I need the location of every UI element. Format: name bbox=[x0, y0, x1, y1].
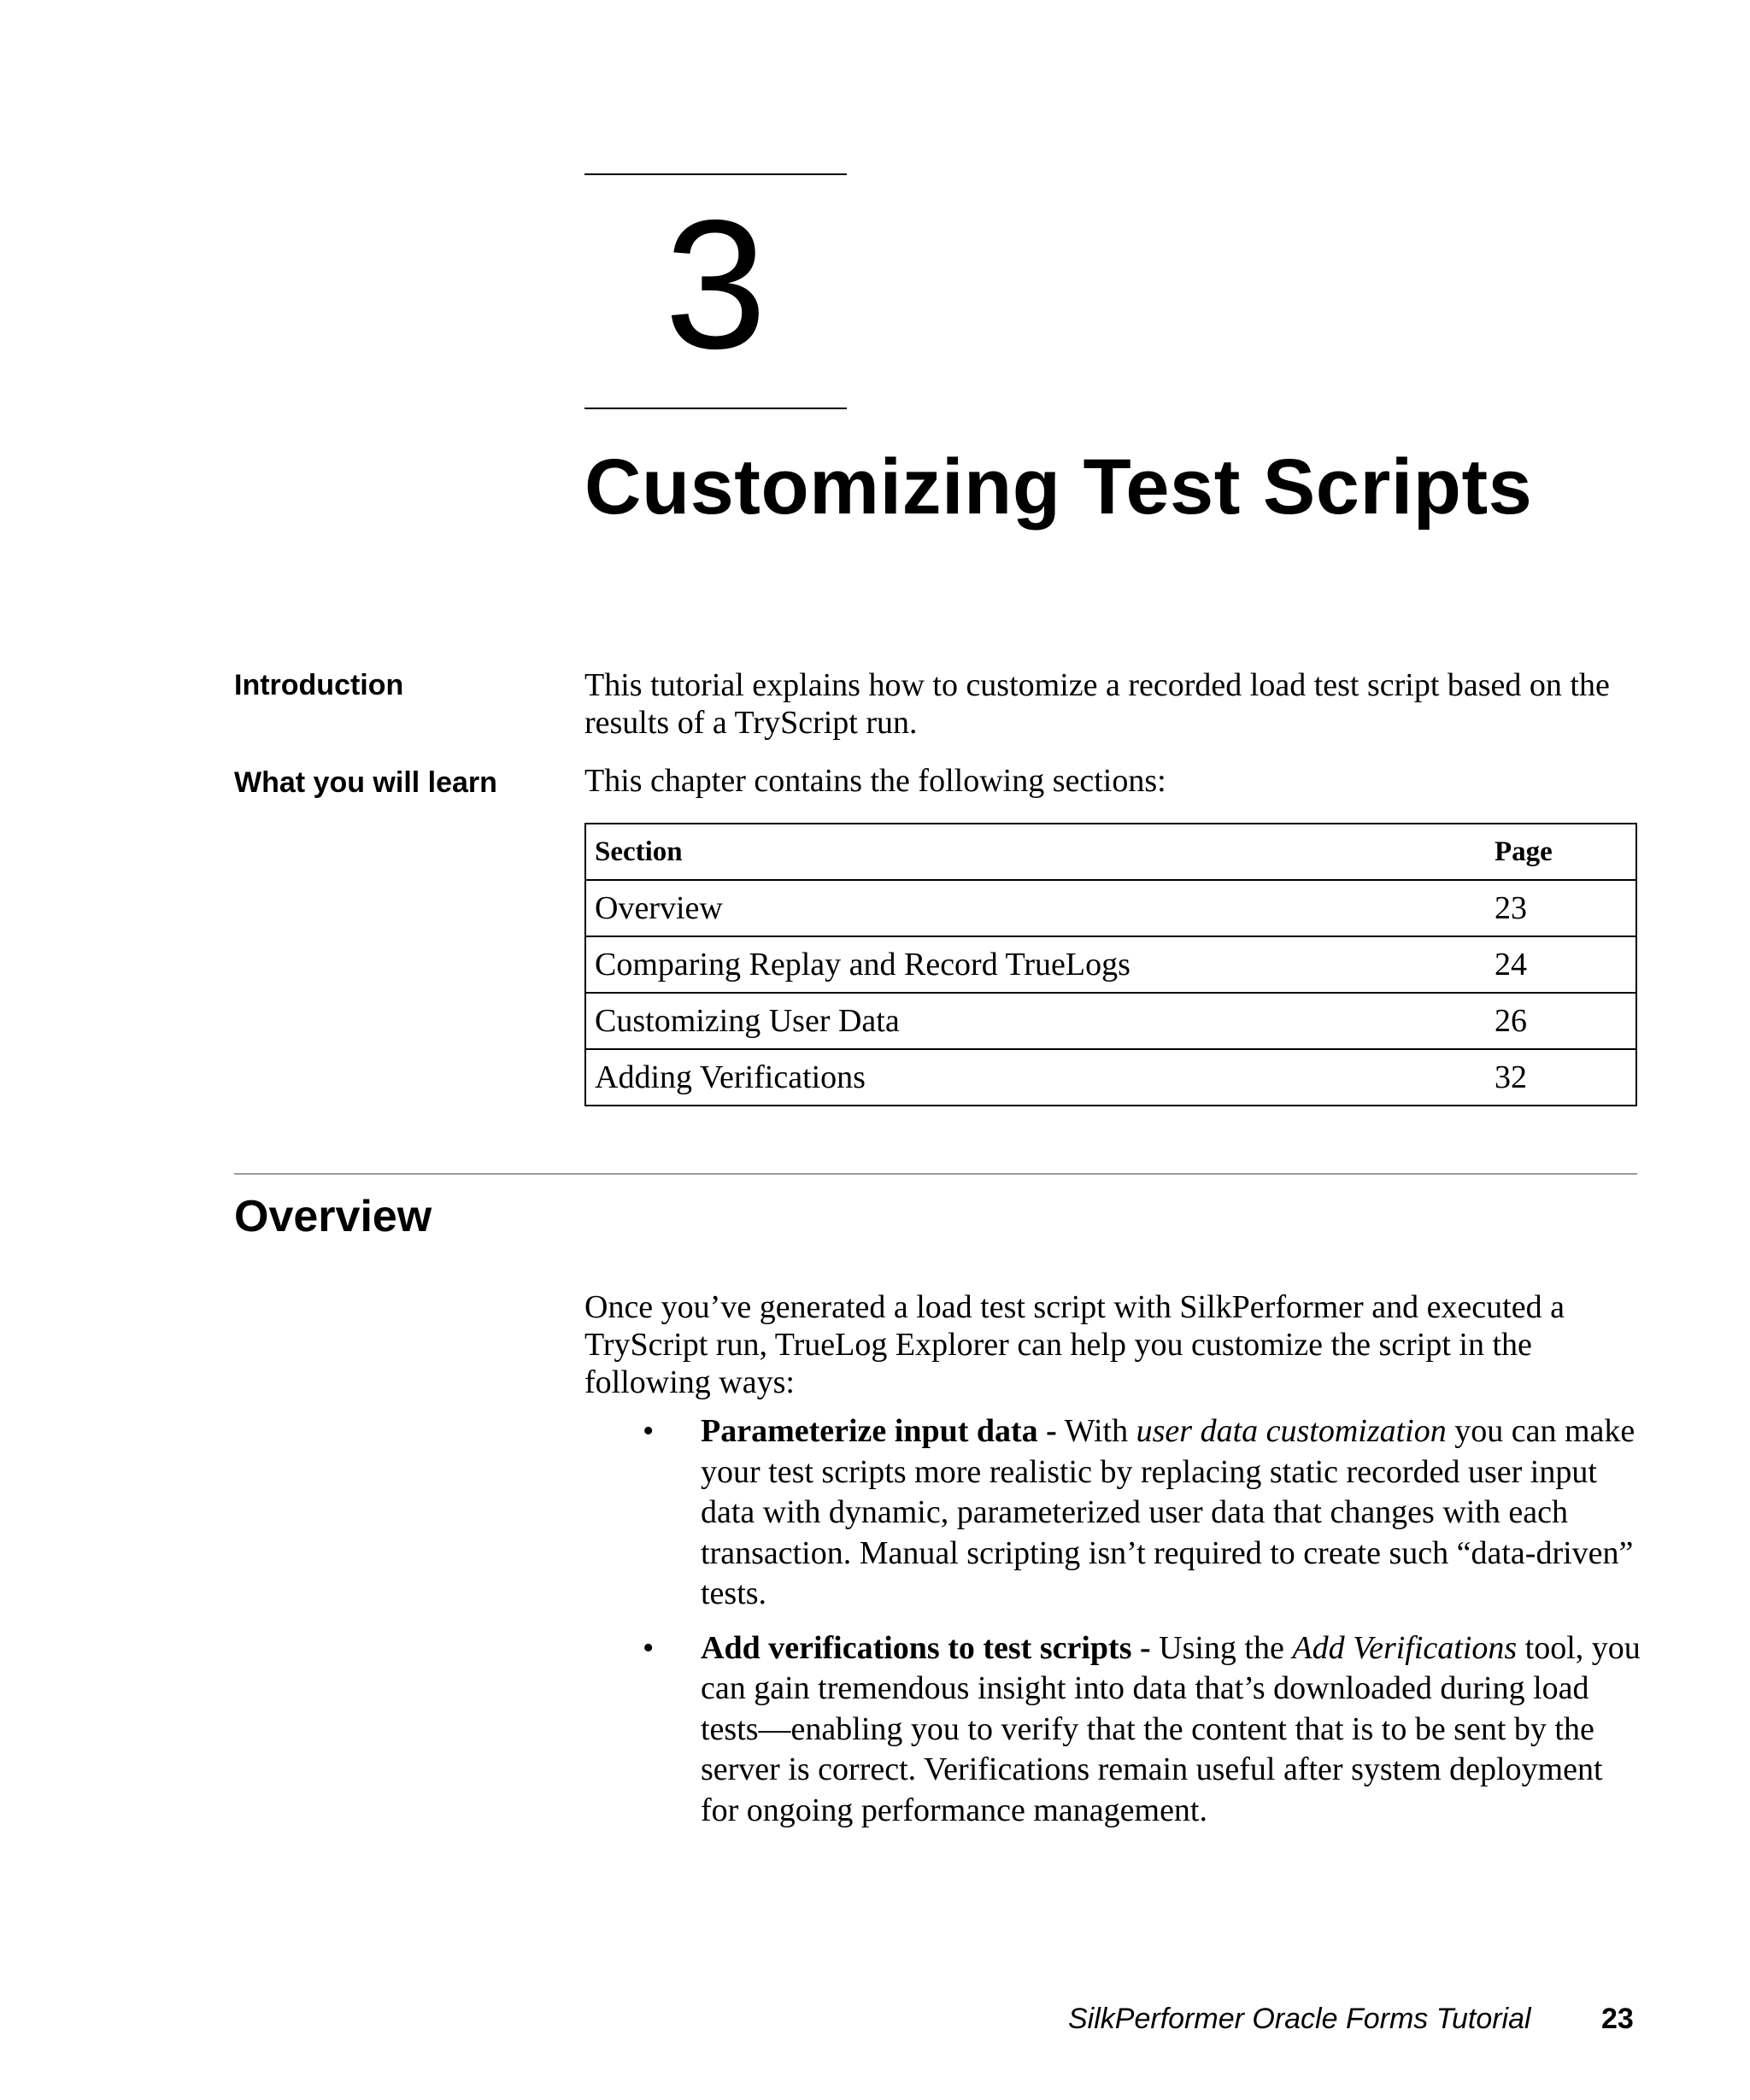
footer-page-number: 23 bbox=[1601, 2003, 1634, 2035]
chapter-title: Customizing Test Scripts bbox=[584, 443, 1533, 531]
bullet-icon: • bbox=[643, 1629, 655, 1666]
table-row bbox=[585, 993, 1636, 1049]
list-item bbox=[643, 1411, 1641, 1615]
table-row bbox=[585, 936, 1636, 993]
overview-heading: Overview bbox=[234, 1192, 432, 1241]
table-cell-page: 32 bbox=[1486, 1049, 1636, 1106]
table-cell-section: Overview bbox=[585, 880, 1486, 936]
table-cell-section: Comparing Replay and Record TrueLogs bbox=[585, 936, 1486, 993]
table-header-page: Page bbox=[1486, 824, 1636, 880]
chapter-rule-top bbox=[584, 173, 847, 175]
table-cell-section: Customizing User Data bbox=[585, 993, 1486, 1049]
table-header-section: Section bbox=[585, 824, 1486, 880]
table-row bbox=[585, 880, 1636, 936]
bullet-lead: Add verifications to test scripts - bbox=[701, 1629, 1151, 1666]
bullet-pre: Using the bbox=[1150, 1629, 1293, 1666]
overview-intro: Once you’ve generated a load test script with SilkPerformer and executed a TryScript run, TrueLog Explorer can help you customize the script in the following ways: bbox=[584, 1289, 1565, 1400]
bullet-pre: With bbox=[1056, 1413, 1136, 1449]
table-header-row bbox=[585, 824, 1636, 880]
bullet-lead: Parameterize input data - bbox=[701, 1413, 1057, 1449]
overview-divider bbox=[234, 1173, 1637, 1175]
table-cell-page: 26 bbox=[1486, 993, 1636, 1049]
bullet-text: tool, you can gain tremendous insight into data that’s downloaded during load tests—enabling you to verify that the content that is to be sent by the server is correct. Verifications remain useful after system deployment for ongoing performance management. bbox=[701, 1629, 1641, 1828]
learn-label: What you will learn bbox=[234, 766, 497, 799]
table-cell-section: Adding Verifications bbox=[585, 1049, 1486, 1106]
table-cell-page: 23 bbox=[1486, 880, 1636, 936]
sections-table bbox=[584, 823, 1637, 1106]
bullet-icon: • bbox=[643, 1413, 655, 1449]
bullet-emphasis: Add Verifications bbox=[1292, 1629, 1518, 1666]
bullet-emphasis: user data customization bbox=[1136, 1413, 1447, 1449]
table-cell-page: 24 bbox=[1486, 936, 1636, 993]
chapter-number: 3 bbox=[664, 181, 767, 387]
footer-title: SilkPerformer Oracle Forms Tutorial bbox=[1068, 2003, 1531, 2035]
bullet-text: you can make your test scripts more realistic by replacing static recorded user input data with dynamic, parameterized user data that changes with each transaction. Manual scripting isn’t required to create such “data-driven” tests. bbox=[701, 1413, 1635, 1611]
list-item bbox=[643, 1628, 1641, 1832]
introduction-text: This tutorial explains how to customize a recorded load test script based on the results of a TryScript run. bbox=[584, 667, 1610, 741]
introduction-label: Introduction bbox=[234, 669, 404, 701]
overview-bullet-list bbox=[643, 1411, 1641, 1845]
chapter-rule-bottom bbox=[584, 408, 847, 409]
table-row bbox=[585, 1049, 1636, 1106]
learn-text: This chapter contains the following sections: bbox=[584, 763, 1166, 799]
